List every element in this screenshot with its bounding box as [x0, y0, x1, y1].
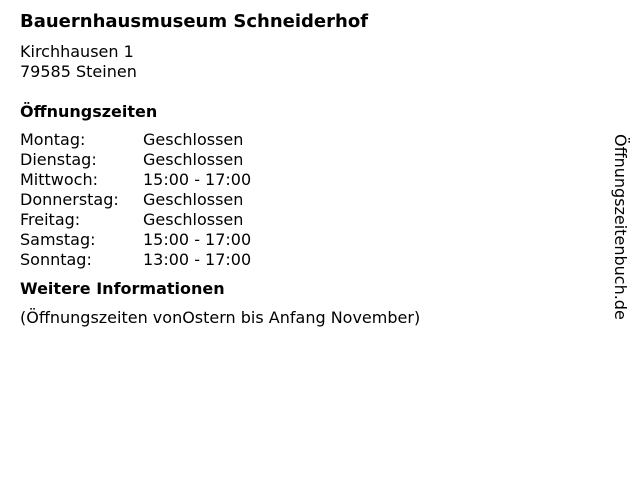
- brand-watermark: Öffnungszeitenbuch.de: [611, 134, 630, 320]
- day-label: Freitag:: [20, 210, 81, 229]
- hours-value: Geschlossen: [143, 150, 244, 169]
- day-label: Montag:: [20, 130, 86, 149]
- business-title: Bauernhausmuseum Schneiderhof: [20, 11, 369, 32]
- hours-table: [20, 130, 600, 270]
- hours-value: Geschlossen: [143, 190, 244, 209]
- day-label: Samstag:: [20, 230, 96, 249]
- hours-row-sunday: [20, 250, 600, 270]
- address-block: [20, 42, 600, 82]
- info-text: (Öffnungszeiten vonOstern bis Anfang November): [20, 308, 421, 327]
- hours-value: 15:00 - 17:00: [143, 170, 252, 189]
- address-street: Kirchhausen 1: [20, 42, 134, 61]
- day-label: Dienstag:: [20, 150, 97, 169]
- hours-row-monday: [20, 130, 600, 150]
- hours-value: 15:00 - 17:00: [143, 230, 252, 249]
- day-label: Mittwoch:: [20, 170, 98, 189]
- info-heading: Weitere Informationen: [20, 279, 225, 298]
- address-city: 79585 Steinen: [20, 62, 137, 81]
- hours-value: Geschlossen: [143, 130, 244, 149]
- hours-value: 13:00 - 17:00: [143, 250, 252, 269]
- hours-row-friday: [20, 210, 600, 230]
- hours-value: Geschlossen: [143, 210, 244, 229]
- hours-row-saturday: [20, 230, 600, 250]
- hours-row-thursday: [20, 190, 600, 210]
- hours-row-tuesday: [20, 150, 600, 170]
- day-label: Donnerstag:: [20, 190, 119, 209]
- hours-heading: Öffnungszeiten: [20, 102, 158, 121]
- day-label: Sonntag:: [20, 250, 92, 269]
- opening-hours-card: [20, 10, 600, 328]
- hours-row-wednesday: [20, 170, 600, 190]
